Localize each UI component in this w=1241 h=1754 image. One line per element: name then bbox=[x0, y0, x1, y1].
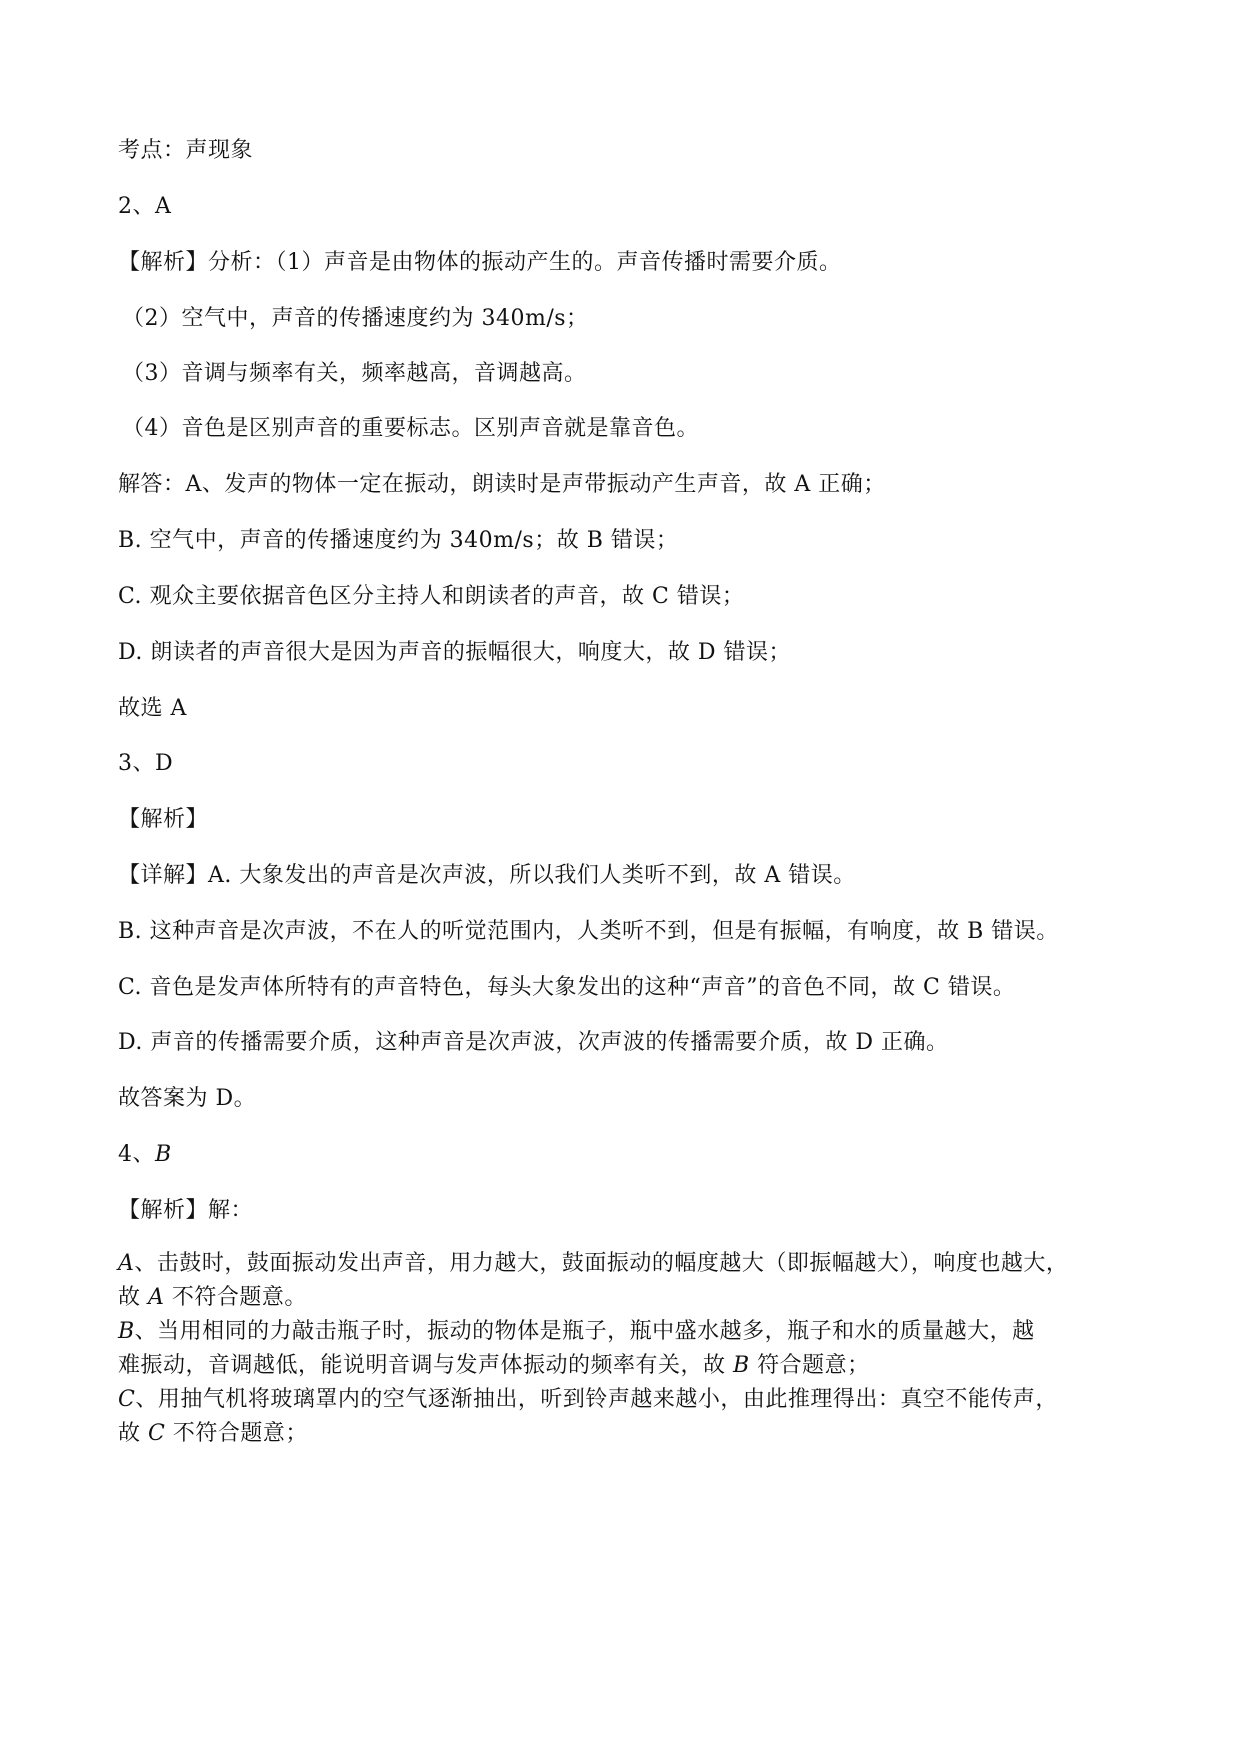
conclusion-2: 故选 A bbox=[118, 696, 187, 721]
analysis-4-a-line2 bbox=[118, 1281, 307, 1315]
solution-2-b: B. 空气中，声音的传播速度约为 340m/s；故 B 错误； bbox=[118, 528, 679, 553]
option-a-line2-label: A bbox=[148, 1285, 165, 1310]
analysis-4-heading: 【解析】解： bbox=[118, 1198, 254, 1223]
analysis-4-b-line2 bbox=[118, 1349, 870, 1383]
option-c-label: C bbox=[118, 1387, 136, 1412]
topic-line: 考点：声现象 bbox=[118, 138, 254, 163]
analysis-2-point-2: （2）空气中，声音的传播速度约为 340m/s； bbox=[122, 306, 589, 331]
analysis-2-point-3: （3）音调与频率有关，频率越高，音调越高。 bbox=[122, 361, 587, 386]
option-c-text: 、用抽气机将玻璃罩内的空气逐渐抽出，听到铃声越来越小，由此推理得出：真空不能传声， bbox=[135, 1387, 1058, 1412]
answer-4-letter: B bbox=[155, 1142, 172, 1167]
option-b-line2-pre: 难振动，音调越低，能说明音调与发声体振动的频率有关，故 bbox=[118, 1353, 733, 1378]
detail-3-d: D. 声音的传播需要介质，这种声音是次声波，次声波的传播需要介质，故 D 正确。 bbox=[118, 1030, 949, 1055]
answer-4-number: 4、 bbox=[118, 1142, 155, 1167]
answer-4 bbox=[118, 1141, 172, 1169]
answer-3: 3、D bbox=[118, 751, 174, 776]
analysis-4-b-line1 bbox=[118, 1315, 1035, 1349]
option-b-line2-post: 符合题意； bbox=[749, 1353, 870, 1378]
answer-2: 2、A bbox=[118, 194, 172, 219]
conclusion-3: 故答案为 D。 bbox=[118, 1086, 257, 1111]
option-a-line2-post: 不符合题意。 bbox=[164, 1285, 307, 1310]
analysis-4-a-line1 bbox=[118, 1247, 1068, 1281]
option-a-text: 、击鼓时，鼓面振动发出声音，用力越大，鼓面振动的幅度越大（即振幅越大），响度也越大， bbox=[134, 1251, 1069, 1276]
analysis-2-point-4: （4）音色是区别声音的重要标志。区别声音就是靠音色。 bbox=[122, 416, 699, 441]
detail-3-b: B. 这种声音是次声波，不在人的听觉范围内，人类听不到，但是有振幅，有响度，故 B 错误。 bbox=[118, 919, 1059, 944]
option-c-line2-post: 不符合题意； bbox=[165, 1421, 308, 1446]
analysis-4-c-line2 bbox=[118, 1417, 308, 1451]
detail-3-c: C. 音色是发声体所特有的声音特色，每头大象发出的这种“声音”的音色不同，故 C 错误。 bbox=[118, 975, 1016, 1000]
option-b-label: B bbox=[118, 1319, 135, 1344]
solution-2-c: C. 观众主要依据音色区分主持人和朗读者的声音，故 C 错误； bbox=[118, 584, 745, 609]
option-c-line2-label: C bbox=[148, 1421, 166, 1446]
option-c-line2-pre: 故 bbox=[118, 1421, 148, 1446]
option-b-text: 、当用相同的力敲击瓶子时，振动的物体是瓶子，瓶中盛水越多，瓶子和水的质量越大，越 bbox=[134, 1319, 1035, 1344]
detail-3-a: 【详解】A. 大象发出的声音是次声波，所以我们人类听不到，故 A 错误。 bbox=[118, 863, 856, 888]
analysis-3-heading: 【解析】 bbox=[118, 807, 209, 832]
solution-2-a: 解答：A、发声的物体一定在振动，朗读时是声带振动产生声音，故 A 正确； bbox=[118, 472, 886, 497]
solution-2-d: D. 朗读者的声音很大是因为声音的振幅很大，响度大，故 D 错误； bbox=[118, 640, 791, 665]
analysis-2-intro: 【解析】分析：（1）声音是由物体的振动产生的。声音传播时需要介质。 bbox=[118, 250, 842, 275]
analysis-4-c-line1 bbox=[118, 1383, 1058, 1417]
option-a-line2-pre: 故 bbox=[118, 1285, 148, 1310]
option-a-label: A bbox=[118, 1251, 135, 1276]
option-b-line2-label: B bbox=[733, 1353, 750, 1378]
